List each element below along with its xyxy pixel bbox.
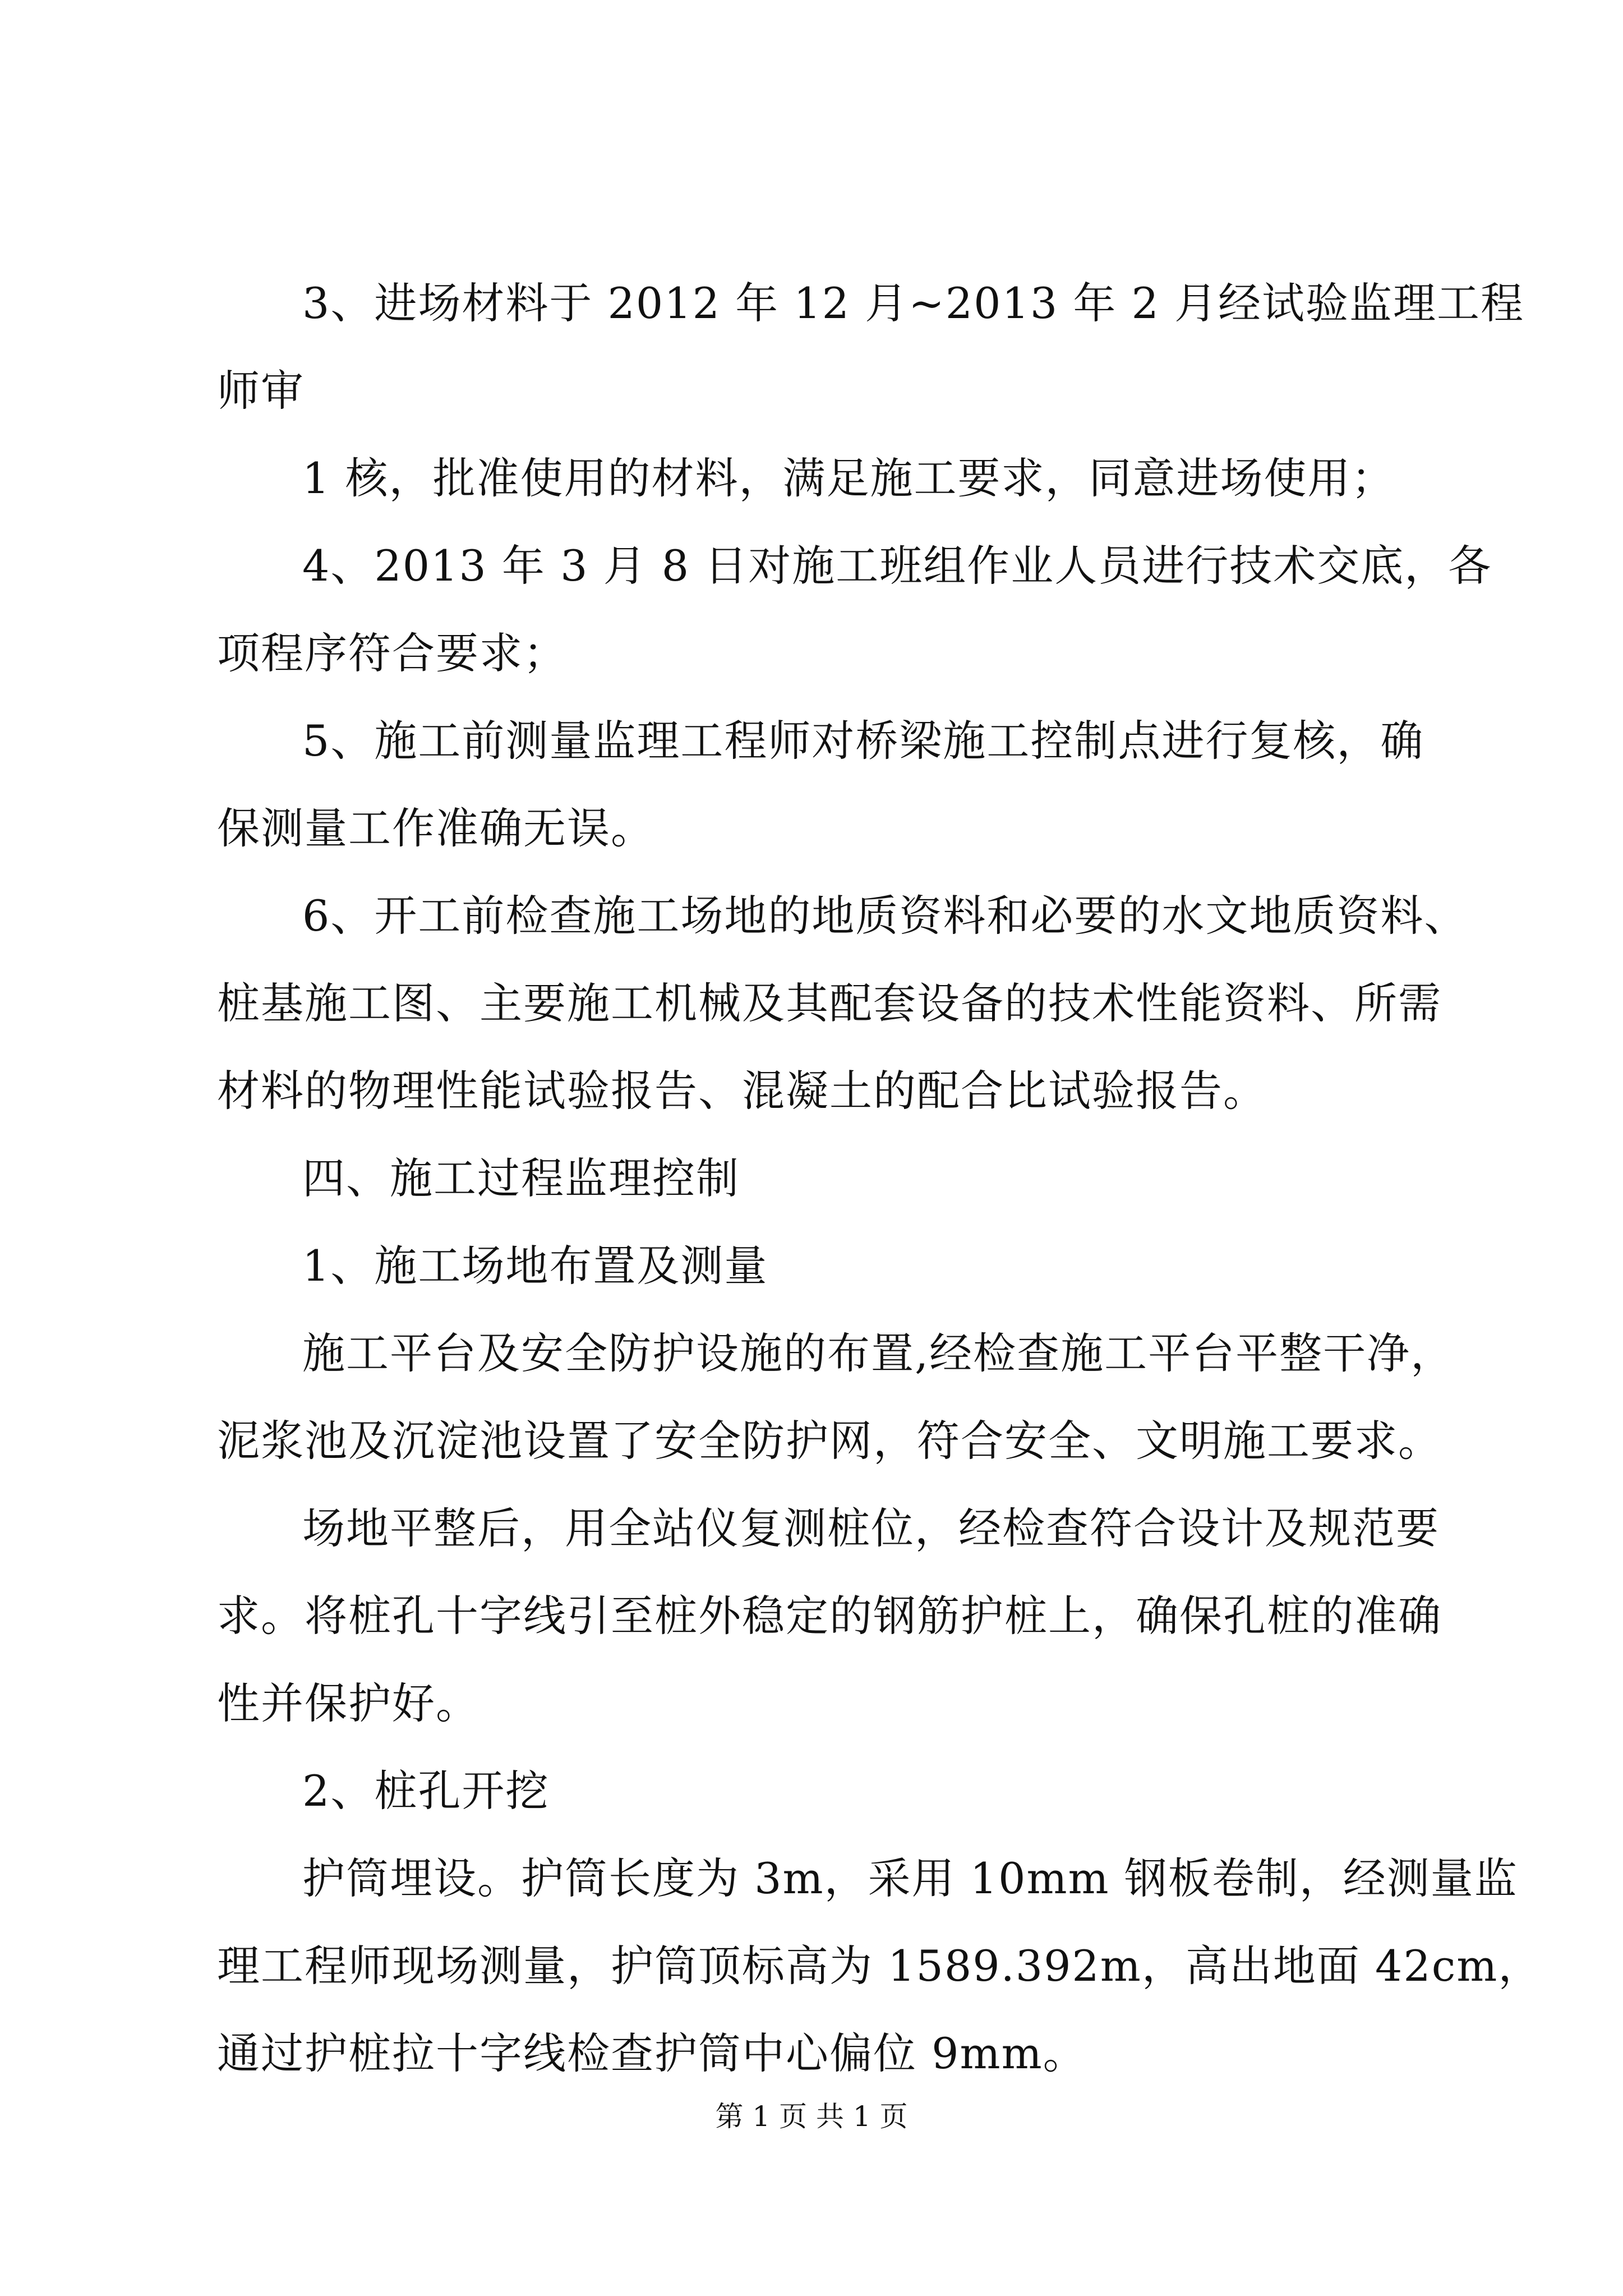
subsection-heading: 2、桩孔开挖 xyxy=(302,1766,550,1816)
paragraph-line: 保测量工作准确无误。 xyxy=(217,803,654,853)
section-heading: 四、施工过程监理控制 xyxy=(302,1153,740,1203)
paragraph-line: 6、开工前检查施工场地的地质资料和必要的水文地质资料、 xyxy=(302,891,1468,941)
paragraph-line: 通过护桩拉十字线检查护筒中心偏位 9mm。 xyxy=(217,2028,1087,2078)
document-body xyxy=(217,260,1542,2097)
paragraph-line: 4、2013 年 3 月 8 日对施工班组作业人员进行技术交底，各 xyxy=(302,541,1492,591)
paragraph-line: 项程序符合要求； xyxy=(217,628,567,678)
paragraph-line: 场地平整后，用全站仪复测桩位，经检查符合设计及规范要 xyxy=(302,1503,1440,1553)
paragraph-line: 1 核，批准使用的材料，满足施工要求，同意进场使用； xyxy=(302,453,1395,503)
paragraph-line: 求。将桩孔十字线引至桩外稳定的钢筋护桩上，确保孔桩的准确 xyxy=(217,1591,1442,1641)
paragraph-line: 桩基施工图、主要施工机械及其配套设备的技术性能资料、所需 xyxy=(217,978,1442,1028)
paragraph-line: 理工程师现场测量，护筒顶标高为 1589.392m，高出地面 42cm， xyxy=(217,1941,1542,1991)
paragraph-line: 3、进场材料于 2012 年 12 月~2013 年 2 月经试验监理工程 xyxy=(302,278,1525,328)
paragraph-line: 泥浆池及沉淀池设置了安全防护网，符合安全、文明施工要求。 xyxy=(217,1416,1442,1466)
paragraph-line: 5、施工前测量监理工程师对桥梁施工控制点进行复核，确 xyxy=(302,716,1424,766)
paragraph-line: 师审 xyxy=(217,366,305,416)
paragraph-line: 材料的物理性能试验报告、混凝土的配合比试验报告。 xyxy=(217,1066,1267,1116)
page-number-footer: 第 1 页 共 1 页 xyxy=(715,2100,908,2133)
paragraph-line: 性并保护好。 xyxy=(217,1678,479,1728)
paragraph-line: 施工平台及安全防护设施的布置,经检查施工平台平整干净， xyxy=(302,1328,1455,1378)
paragraph-line: 护筒埋设。护筒长度为 3m，采用 10mm 钢板卷制，经测量监 xyxy=(302,1853,1518,1903)
subsection-heading: 1、施工场地布置及测量 xyxy=(302,1241,768,1291)
